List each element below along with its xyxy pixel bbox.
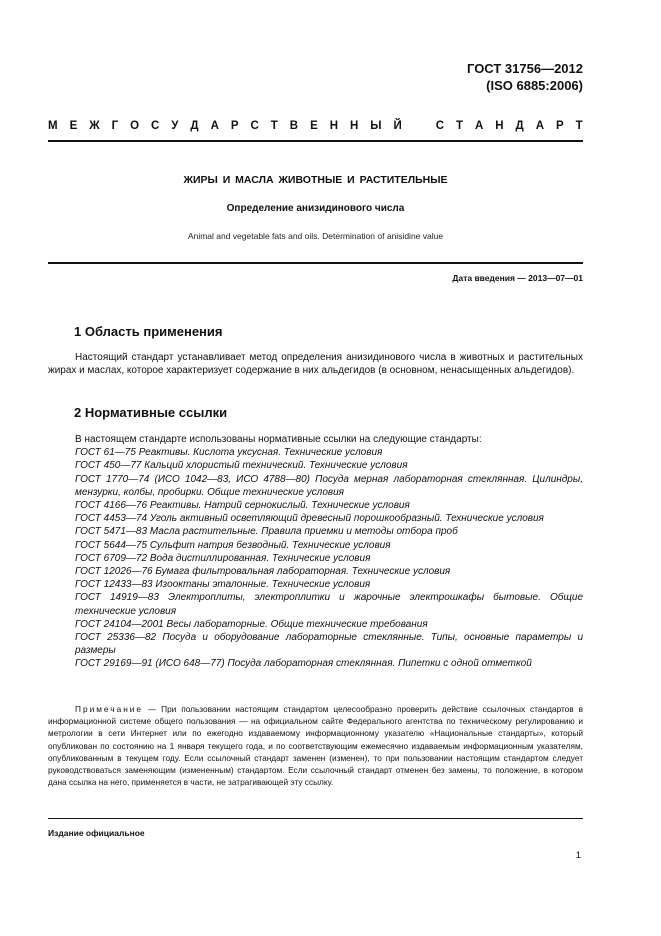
- reference-item: [48, 578, 583, 591]
- document-subtitle: Определение анизидинового числа: [226, 203, 405, 214]
- reference-item: [48, 618, 583, 631]
- banner-letter: М: [48, 120, 58, 132]
- reference-item: [48, 591, 583, 617]
- banner-letter: А: [474, 120, 484, 132]
- section-1-heading: 1 Область применения: [74, 324, 223, 339]
- reference-code: ГОСТ 14919—83: [75, 592, 159, 604]
- reference-code: ГОСТ 5471—83: [75, 526, 148, 538]
- banner-letter: С: [151, 120, 160, 132]
- reference-title: Изооктаны эталонные. Технические условия: [155, 579, 371, 591]
- reference-title: Электроплиты, электроплитки и жарочные электрошкафы бытовые. Общие технические условия: [75, 592, 583, 617]
- banner-letter: Д: [190, 120, 199, 132]
- reference-item: [48, 525, 583, 538]
- banner-letter: Е: [69, 120, 78, 132]
- banner-letter: Ж: [89, 120, 100, 132]
- reference-item: [48, 539, 583, 552]
- reference-code: ГОСТ 12026—76: [75, 566, 153, 578]
- note-label: Примечание: [75, 704, 144, 714]
- introduction-date: Дата введения — 2013—07—01: [452, 273, 583, 283]
- normative-references: [48, 433, 583, 671]
- banner-letter: С: [435, 120, 445, 132]
- reference-title: Реактивы. Кислота уксусная. Технические условия: [138, 447, 383, 459]
- reference-code: ГОСТ 4166—76: [75, 500, 148, 512]
- reference-title: Реактивы. Натрий сернокислый. Технические условия: [149, 500, 410, 512]
- reference-code: ГОСТ 6709—72: [75, 552, 148, 564]
- banner-gap: [414, 120, 424, 132]
- banner-letter: Т: [455, 120, 464, 132]
- iso-number: (ISO 6885:2006): [486, 78, 583, 93]
- banner-letter: Е: [310, 120, 318, 132]
- reference-item: [48, 657, 583, 670]
- reference-code: ГОСТ 1770—74 (ИСО 1042—83, ИСО 4788—80): [75, 473, 311, 485]
- note-text: — При пользовании настоящим стандартом целесообразно проверить действие ссылочных стандартов в информационной системе общего пользования — на официальном сайте Федерального агентства по техническому регулированию и метрологии в сети Интернет или по ежегодно издаваемому информационному указателю «Национальные стандарты», который опубликован по состоянию на 1 января текущего года, и по соответствующим ежемесячно издаваемым информационным указателям, опубликованным в текущем году. Если ссылочный стандарт заменен (изменен), то при пользовании настоящим стандартом следует руководствоваться заменяющим (измененным) стандартом. Если ссылочный стандарт отменен без замены, то положение, в котором дана ссылка на него, применяется в части, не затрагивающей эту ссылку.: [48, 704, 583, 788]
- reference-title: Уголь активный осветляющий древесный порошкообразный. Технические условия: [149, 513, 544, 525]
- banner-letter: Р: [230, 120, 239, 132]
- reference-title: Посуда лабораторная стеклянная. Пипетки с одной отметкой: [227, 658, 532, 670]
- reference-title: Бумага фильтровальная лабораторная. Технические условия: [155, 566, 451, 578]
- banner-letter: Д: [515, 120, 524, 132]
- banner-letter: В: [289, 120, 299, 132]
- references-list: [48, 446, 583, 670]
- reference-title: Посуда и оборудование лабораторные стеклянные. Типы, основные параметры и размеры: [75, 632, 584, 657]
- reference-code: ГОСТ 4453—74: [75, 513, 148, 525]
- banner-letter: А: [535, 120, 545, 132]
- edition-label: Издание официальное: [48, 828, 145, 838]
- reference-code: ГОСТ 61—75: [75, 447, 136, 459]
- banner-letter: А: [210, 120, 219, 132]
- section-1-text: Настоящий стандарт устанавливает метод определения анизидинового числа в животных и растительных жирах и маслах, которое характеризует содержание в них альдегидов (в основном, ненасыщенных альдегидов).: [48, 352, 583, 376]
- banner-letter: Н: [349, 120, 359, 132]
- title-rule: [48, 262, 583, 264]
- reference-code: ГОСТ 25336—82: [75, 632, 157, 644]
- reference-title: Сульфит натрия безводный. Технические условия: [149, 539, 391, 551]
- reference-title: Кальций хлористый технический. Технические условия: [144, 460, 408, 472]
- reference-item: [48, 512, 583, 525]
- reference-note: [48, 703, 583, 788]
- banner-letter: Н: [495, 120, 504, 132]
- reference-title: Масла растительные. Правила приемки и методы отбора проб: [149, 526, 458, 538]
- banner-letter: Н: [329, 120, 339, 132]
- banner-letter: Ы: [370, 120, 382, 132]
- footer-rule: [48, 818, 583, 819]
- english-title: Animal and vegetable fats and oils. Determination of anisidine value: [187, 231, 444, 241]
- banner-letter: Т: [270, 120, 278, 132]
- reference-code: ГОСТ 29169—91 (ИСО 648—77): [75, 658, 225, 670]
- reference-item: [48, 631, 583, 657]
- reference-item: [48, 473, 583, 499]
- reference-code: ГОСТ 450—77: [75, 460, 142, 472]
- reference-title: Весы лабораторные. Общие технические требования: [166, 618, 428, 630]
- banner-letter: О: [130, 120, 140, 132]
- reference-code: ГОСТ 24104—2001: [75, 618, 164, 630]
- standard-type-banner: [48, 120, 583, 132]
- banner-letter: Р: [556, 120, 564, 132]
- banner-letter: Г: [111, 120, 119, 132]
- banner-letter: С: [250, 120, 259, 132]
- references-intro: В настоящем стандарте использованы нормативные ссылки на следующие стандарты:: [75, 434, 482, 445]
- reference-item: [48, 499, 583, 512]
- reference-item: [48, 565, 583, 578]
- section-2-heading: 2 Нормативные ссылки: [74, 405, 228, 420]
- banner-letter: Т: [575, 120, 583, 132]
- reference-title: Вода дистиллированная. Технические условия: [149, 552, 371, 564]
- gost-number: ГОСТ 31756—2012: [467, 61, 583, 76]
- banner-letter: У: [171, 120, 179, 132]
- reference-title: Посуда мерная лабораторная стеклянная. Цилиндры, мензурки, колбы, пробирки. Общие технические условия: [75, 473, 583, 498]
- page-number: 1: [575, 850, 581, 861]
- document-number: [467, 60, 583, 94]
- reference-item: [48, 552, 583, 565]
- top-rule: [48, 140, 583, 142]
- reference-code: ГОСТ 12433—83: [75, 579, 153, 591]
- document-title: ЖИРЫ И МАСЛА ЖИВОТНЫЕ И РАСТИТЕЛЬНЫЕ: [183, 174, 448, 186]
- banner-letter: Й: [393, 120, 402, 132]
- reference-item: [48, 446, 583, 459]
- reference-code: ГОСТ 5644—75: [75, 539, 148, 551]
- reference-item: [48, 459, 583, 472]
